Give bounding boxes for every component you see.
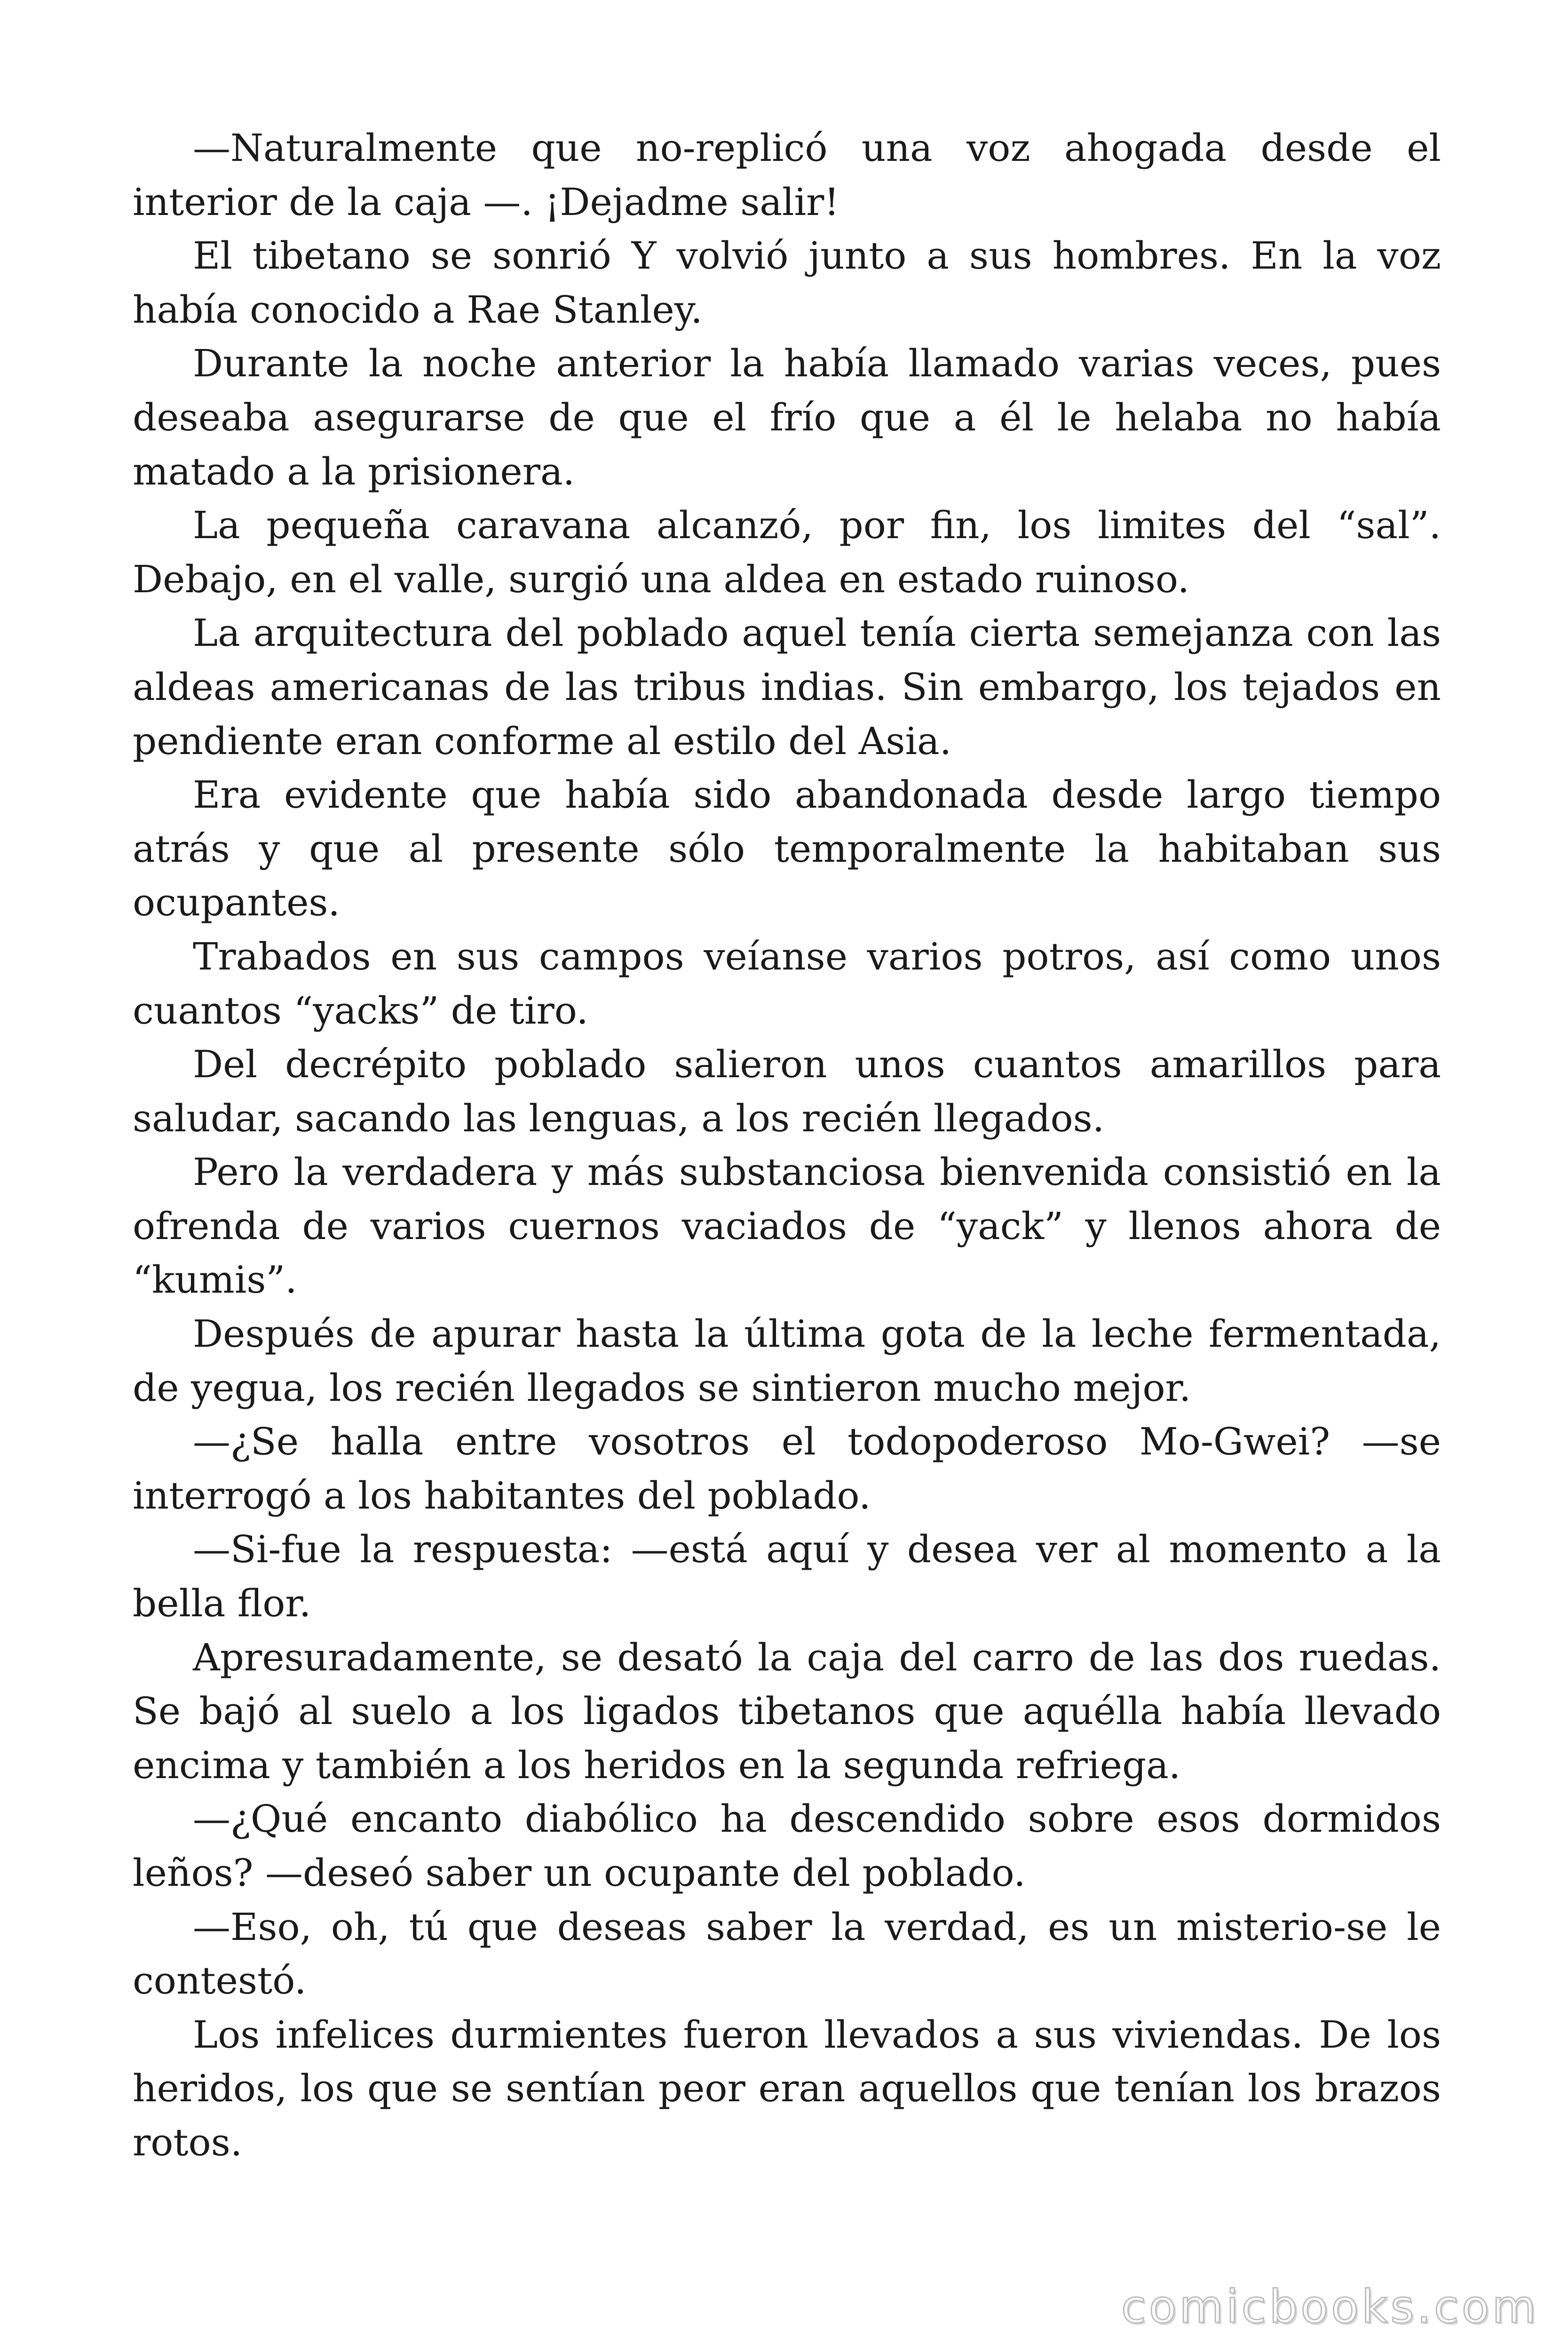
paragraph-11: —¿Se halla entre vosotros el todopoderoso Mo-Gwei? —se interrogó a los habitantes del poblado. — [133, 1420, 1441, 1518]
paragraph-12: —Si-fue la respuesta: —está aquí y desea ver al momento a la bella flor. — [133, 1527, 1441, 1626]
paragraph-16: Los infelices durmientes fueron llevados a sus viviendas. De los heridos, los que se sentían peor eran aquellos que tenían los brazos rotos. — [133, 2012, 1441, 2164]
paragraph-3: Durante la noche anterior la había llamado varias veces, pues deseaba asegurarse de que el frío que a él le helaba no había matado a la prisionera. — [133, 342, 1441, 493]
paragraph-8: Del decrépito poblado salieron unos cuantos amarillos para saludar, sacando las lenguas, a los recién llegados. — [133, 1042, 1441, 1140]
paragraph-1: —Naturalmente que no-replicó una voz ahogada desde el interior de la caja —. ¡Dejadme salir! — [133, 126, 1441, 224]
site-watermark: comicbooks.com — [1121, 2280, 1539, 2333]
body-text — [133, 121, 1441, 2170]
paragraph-13: Apresuradamente, se desató la caja del carro de las dos ruedas. Se bajó al suelo a los ligados tibetanos que aquélla había llevado encima y también a los heridos en la segunda refriega. — [133, 1635, 1441, 1787]
paragraph-15: —Eso, oh, tú que deseas saber la verdad, es un misterio-se le contestó. — [133, 1905, 1441, 2003]
paragraph-5: La arquitectura del poblado aquel tenía cierta semejanza con las aldeas americanas de las tribus indias. Sin embargo, los tejados en pendiente eran conforme al estilo del Asia. — [133, 611, 1441, 763]
paragraph-2: El tibetano se sonrió Y volvió junto a sus hombres. En la voz había conocido a Rae Stanley. — [133, 234, 1441, 332]
paragraph-10: Después de apurar hasta la última gota de la leche fermentada, de yegua, los recién llegados se sintieron mucho mejor. — [133, 1312, 1441, 1410]
paragraph-14: —¿Qué encanto diabólico ha descendido sobre esos dormidos leños? —deseó saber un ocupante del poblado. — [133, 1797, 1441, 1895]
paragraph-6: Era evidente que había sido abandonada desde largo tiempo atrás y que al presente sólo temporalmente la habitaban sus ocupantes. — [133, 773, 1441, 925]
paragraph-7: Trabados en sus campos veíanse varios potros, así como unos cuantos “yacks” de tiro. — [133, 934, 1441, 1033]
paragraph-9: Pero la verdadera y más substanciosa bienvenida consistió en la ofrenda de varios cuernos vaciados de “yack” y llenos ahora de “kumis”. — [133, 1150, 1441, 1302]
paragraph-4: La pequeña caravana alcanzó, por fin, los limites del “sal”. Debajo, en el valle, surgió una aldea en estado ruinoso. — [133, 503, 1441, 601]
